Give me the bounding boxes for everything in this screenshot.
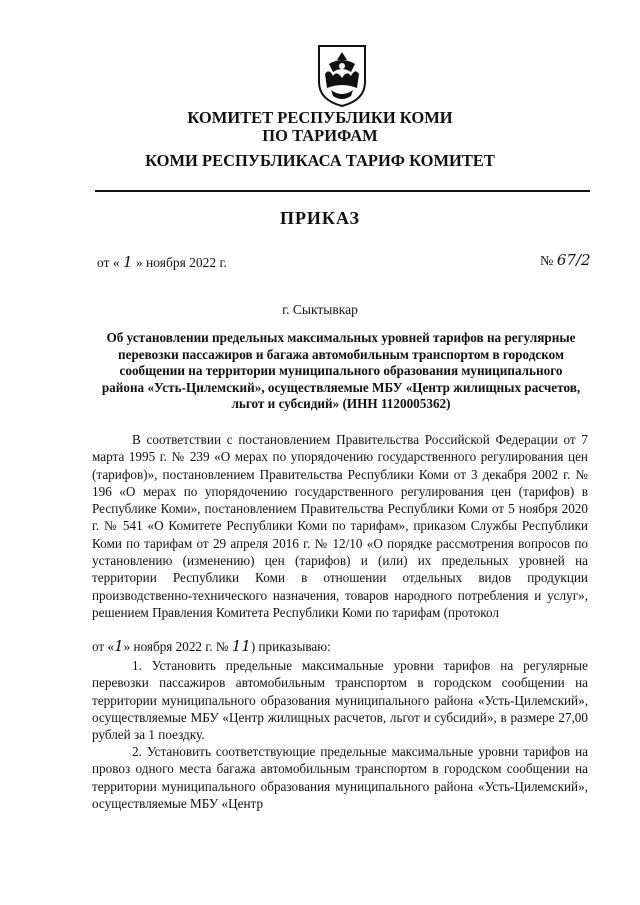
- number-value-handwritten: 67/2: [556, 251, 591, 269]
- date-suffix: » ноября 2022 г.: [135, 255, 227, 270]
- item-1-text: 1. Установить предельные максимальные уровни тарифов на регулярные перевозки пассажиров автомобильным транспортом в городском сообщении на территории муниципального образования муниципального района «Усть-Цилемский», осуществляемые МБУ «Центр жилищных расчетов, льгот и субсидий», в размере 27,00 рублей за 1 поездку.: [92, 658, 588, 743]
- item-1-paragraph: [92, 657, 588, 743]
- preamble-end-mid: » ноября 2022 г. №: [123, 639, 229, 654]
- city: г. Сыктывкар: [282, 302, 358, 317]
- item-2-text: 2. Установить соответствующие предельные максимальные уровни тарифов на провоз одного места багажа автомобильным транспортом в городском сообщении на территории муниципального образования муниципального района «Усть-Цилемский», осуществляемые МБУ «Центр: [92, 744, 588, 811]
- date-day-handwritten: 1: [122, 253, 133, 271]
- header-divider: [95, 190, 590, 192]
- org-name-komi: КОМИ РЕСПУБЛИКАСА ТАРИФ КОМИТЕТ: [145, 151, 495, 170]
- order-date: [97, 253, 227, 271]
- number-prefix: №: [540, 254, 554, 269]
- komi-republic-emblem-icon: [315, 42, 369, 108]
- org-name-ru-line2: ПО ТАРИФАМ: [262, 126, 378, 145]
- preamble-end-suffix: ) приказываю:: [250, 639, 331, 654]
- protocol-day-handwritten: 1: [114, 637, 124, 655]
- org-name-ru-line1: КОМИТЕТ РЕСПУБЛИКИ КОМИ: [187, 108, 453, 127]
- preamble-paragraph: [92, 431, 588, 621]
- protocol-number-handwritten: 11: [231, 637, 251, 655]
- preamble-end-prefix: от «: [92, 639, 115, 654]
- preamble-text: В соответствии с постановлением Правительства Российской Федерации от 7 марта 1995 г. № 239 «О мерах по упорядочению государственного регулирования цен (тарифов)», постановлением Правительства Республики Коми от 3 декабря 2002 г. № 196 «О мерах по упорядочению государственного регулирования цен (тарифов) в Республике Коми», постановлением Правительства Республики Коми от 5 ноября 2020 г. № 541 «О Комитете Республики Коми по тарифам», приказом Службы Республики Коми по тарифам от 29 апреля 2016 г. № 12/10 «О порядке рассмотрения вопросов по установлению (изменению) цен (тарифов) и (или) их предельных уровней на территории Республики Коми в отношении отдельных видов продукции производственно-технического назначения, товаров народного потребления и услуг», решением Правления Комитета Республики Коми по тарифам (протокол: [92, 432, 588, 620]
- order-subject: Об установлении предельных максимальных уровней тарифов на регулярные перевозки пассажиров и багажа автомобильным транспортом в городском сообщении на территории муниципального образования муниципального района «Усть-Цилемский», осуществляемые МБУ «Центр жилищных расчетов, льгот и субсидий» (ИНН 1120005362): [101, 330, 581, 412]
- date-prefix: от «: [97, 255, 120, 270]
- document-title: ПРИКАЗ: [279, 208, 361, 228]
- order-number: [540, 251, 591, 270]
- item-2-paragraph: [92, 743, 588, 812]
- preamble-ending: [92, 638, 588, 655]
